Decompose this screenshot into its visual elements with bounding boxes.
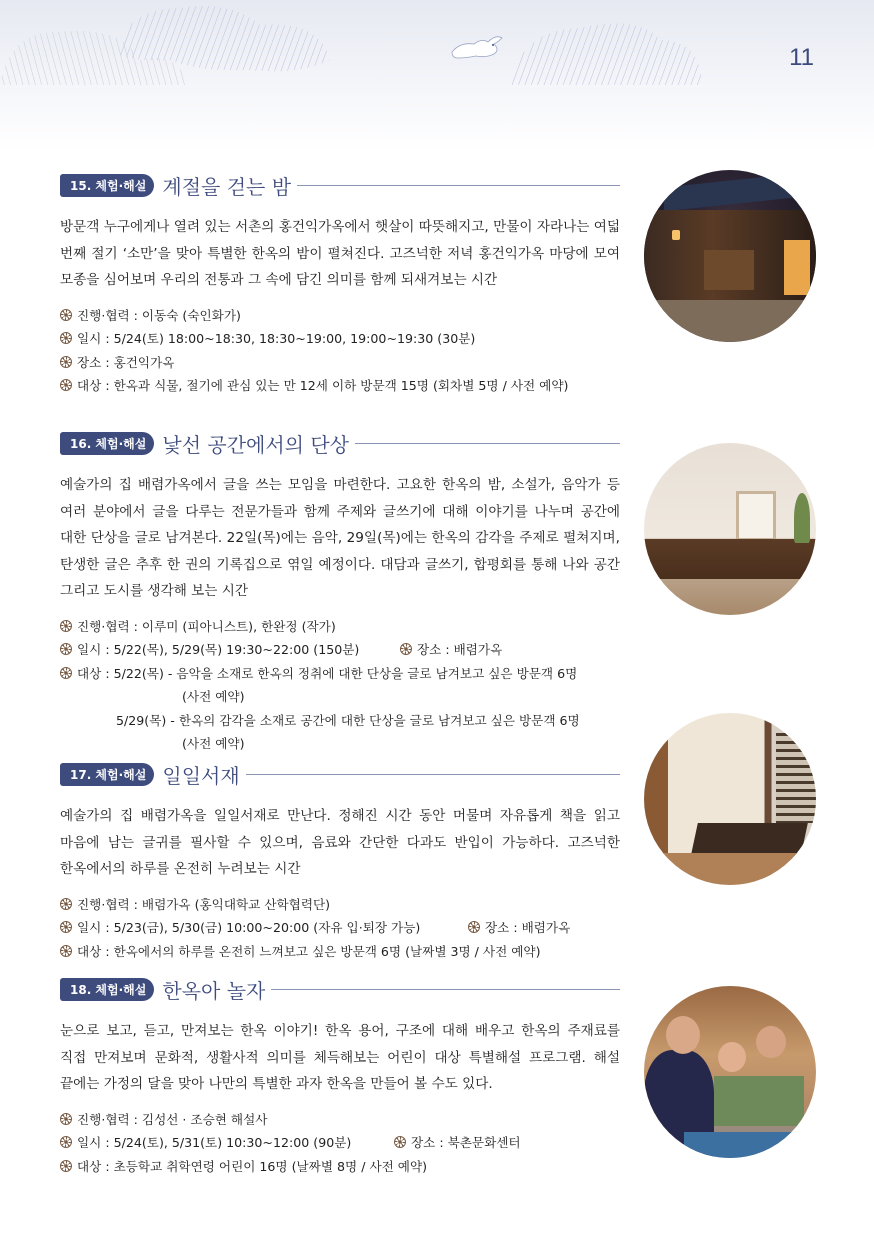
title-rule xyxy=(355,443,620,444)
medallion-bullet-icon xyxy=(400,643,412,655)
section-title: 계절을 걷는 밤 xyxy=(162,174,292,199)
section-badge: 17. 체험·해설 xyxy=(60,763,154,786)
section-description: 방문객 누구에게나 열려 있는 서촌의 홍건익가옥에서 햇살이 따뜻해지고, 만물이 자라나는 여덟 번째 절기 ‘소만’을 맞아 특별한 한옥의 밤이 펼쳐진다. 고즈넉한 저녁 홍건익가옥 마당에 모여 모종을 심어보며 우리의 전통과 그 속에 담긴 의미를 함께 되새겨보는 시간 xyxy=(60,219,620,288)
detail-place: 장소 : 홍건익가옥 xyxy=(60,351,620,375)
medallion-bullet-icon xyxy=(60,356,72,368)
section-title: 한옥아 놀자 xyxy=(162,978,266,1003)
section-header xyxy=(60,974,620,1004)
detail-target-note: (사전 예약) xyxy=(182,736,245,751)
details-list xyxy=(60,304,620,398)
detail-target-second: 5/29(목) - 한옥의 감각을 소재로 공간에 대한 단상을 글로 남겨보고 싶은 방문객 6명 xyxy=(116,712,580,728)
detail-place: 장소 : 북촌문화센터 xyxy=(394,1131,521,1155)
section-badge: 18. 체험·해설 xyxy=(60,978,154,1001)
section-badge: 16. 체험·해설 xyxy=(60,432,154,455)
details-list xyxy=(60,893,620,964)
medallion-bullet-icon xyxy=(60,309,72,321)
section-17 xyxy=(60,759,620,963)
section-title: 일일서재 xyxy=(162,763,240,788)
photo-reading-room xyxy=(644,713,816,885)
page-number: 11 xyxy=(789,44,814,71)
medallion-bullet-icon xyxy=(60,1113,72,1125)
section-header xyxy=(60,759,620,789)
detail-schedule: 일시 : 5/22(목), 5/29(목) 19:30~22:00 (150분) 장소 : 배렴가옥 xyxy=(60,638,620,662)
detail-target-note: (사전 예약) xyxy=(182,689,245,704)
section-header xyxy=(60,428,620,458)
section-badge: 15. 체험·해설 xyxy=(60,174,154,197)
section-15 xyxy=(60,170,620,398)
medallion-bullet-icon xyxy=(60,332,72,344)
photo-night-hanok xyxy=(644,170,816,342)
detail-schedule: 일시 : 5/24(토) 18:00~18:30, 18:30~19:00, 19:00~19:30 (30분) xyxy=(60,327,620,351)
title-rule xyxy=(246,774,620,775)
section-description: 예술가의 집 배렴가옥을 일일서재로 만난다. 정해진 시간 동안 머물며 자유롭게 책을 읽고 마음에 남는 글귀를 필사할 수 있으며, 음료와 간단한 다과도 반입이 가능하다. 고즈넉한 한옥에서의 하루를 온전히 누려보는 시간 xyxy=(60,808,620,877)
detail-place: 장소 : 배렴가옥 xyxy=(400,638,502,662)
medallion-bullet-icon xyxy=(60,643,72,655)
cloud-decoration xyxy=(0,0,874,150)
detail-schedule: 일시 : 5/23(금), 5/30(금) 10:00~20:00 (자유 입·퇴장 가능) 장소 : 배렴가옥 xyxy=(60,916,620,940)
section-18 xyxy=(60,974,620,1178)
header-band xyxy=(0,0,874,150)
section-16 xyxy=(60,428,620,756)
medallion-bullet-icon xyxy=(60,945,72,957)
detail-organizer: 진행·협력 : 김성선 · 조승현 해설사 xyxy=(60,1108,620,1132)
section-description: 눈으로 보고, 듣고, 만져보는 한옥 이야기! 한옥 용어, 구조에 대해 배우고 한옥의 주재료를 직접 만져보며 문화적, 생활사적 의미를 체득해보는 어린이 대상 특별해설 프로그램. 해설 끝에는 가정의 달을 맞아 나만의 특별한 과자 한옥을 만들어 볼 수도 있다. xyxy=(60,1023,620,1092)
photo-hanok-room xyxy=(644,443,816,615)
details-list xyxy=(60,615,620,756)
section-header xyxy=(60,170,620,200)
medallion-bullet-icon xyxy=(60,1136,72,1148)
section-description: 예술가의 집 배렴가옥에서 글을 쓰는 모임을 마련한다. 고요한 한옥의 밤, 소설가, 음악가 등 여러 분야에서 글을 다루는 전문가들과 함께 주제와 글쓰기에 대해 이야기를 나누며 공간에 대한 단상을 글로 남겨본다. 22일(목)에는 음악, 29일(목)에는 한옥의 감각을 주제로 펼쳐지며, 탄생한 글은 추후 한 권의 기록집으로 엮일 예정이다. 대담과 글쓰기, 합평회를 통해 나와 공간 그리고 도시를 생각해 보는 시간 xyxy=(60,477,620,599)
medallion-bullet-icon xyxy=(468,921,480,933)
detail-target: 대상 : 5/22(목) - 음악을 소재로 한옥의 정취에 대한 단상을 글로 남겨보고 싶은 방문객 6명 xyxy=(60,662,620,686)
detail-target: 대상 : 초등학교 취학연령 어린이 16명 (날짜별 8명 / 사전 예약) xyxy=(60,1155,620,1179)
detail-organizer: 진행·협력 : 배렴가옥 (홍익대학교 산학협력단) xyxy=(60,893,620,917)
medallion-bullet-icon xyxy=(394,1136,406,1148)
medallion-bullet-icon xyxy=(60,1160,72,1172)
medallion-bullet-icon xyxy=(60,620,72,632)
medallion-bullet-icon xyxy=(60,379,72,391)
photo-children-class xyxy=(644,986,816,1158)
details-list xyxy=(60,1108,620,1179)
title-rule xyxy=(297,185,620,186)
section-title: 낯선 공간에서의 단상 xyxy=(162,432,349,457)
detail-schedule: 일시 : 5/24(토), 5/31(토) 10:30~12:00 (90분) 장소 : 북촌문화센터 xyxy=(60,1131,620,1155)
title-rule xyxy=(271,989,620,990)
detail-target: 대상 : 한옥에서의 하루를 온전히 느껴보고 싶은 방문객 6명 (날짜별 3명 / 사전 예약) xyxy=(60,940,620,964)
detail-target: 대상 : 한옥과 식물, 절기에 관심 있는 만 12세 이하 방문객 15명 (회차별 5명 / 사전 예약) xyxy=(60,374,620,398)
medallion-bullet-icon xyxy=(60,898,72,910)
detail-place: 장소 : 배렴가옥 xyxy=(468,916,570,940)
detail-organizer: 진행·협력 : 이루미 (피아니스트), 한완정 (작가) xyxy=(60,615,620,639)
medallion-bullet-icon xyxy=(60,667,72,679)
detail-organizer: 진행·협력 : 이동숙 (숙인화가) xyxy=(60,304,620,328)
rabbit-icon xyxy=(446,28,506,68)
medallion-bullet-icon xyxy=(60,921,72,933)
